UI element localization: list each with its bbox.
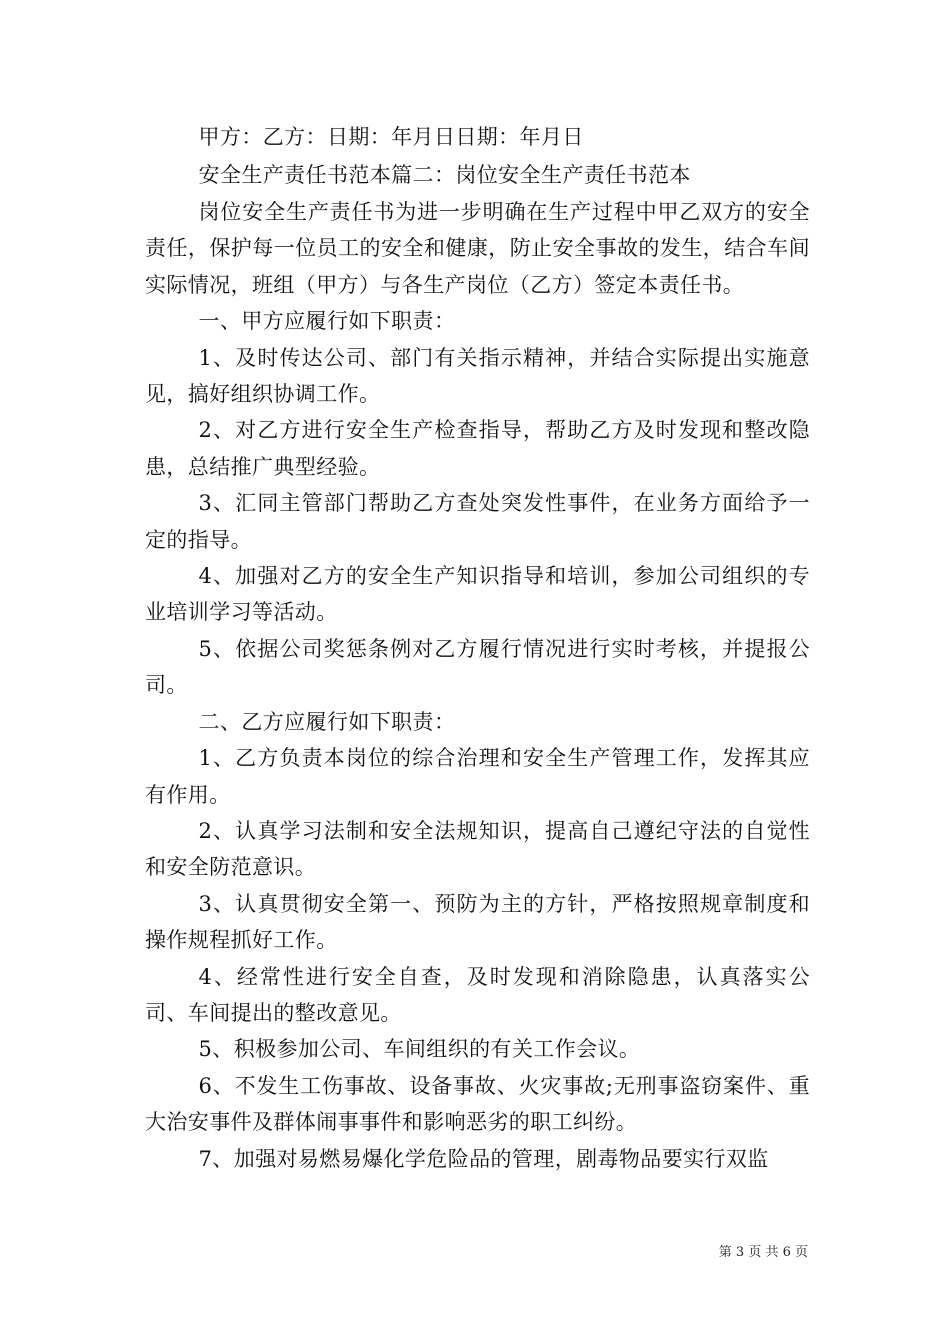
party-b-duty-2: 2、认真学习法制和安全法规知识，提高自己遵纪守法的自觉性和安全防范意识。 — [145, 818, 810, 880]
party-b-duty-1: 1、乙方负责本岗位的综合治理和安全生产管理工作，发挥其应有作用。 — [145, 746, 810, 807]
document-body — [145, 118, 810, 1177]
party-a-duty-3: 3、汇同主管部门帮助乙方查处突发性事件，在业务方面给予一定的指导。 — [145, 491, 810, 552]
party-b-duty-7: 7、加强对易燃易爆化学危险品的管理，剧毒物品要实行双监 — [198, 1146, 769, 1171]
party-b-heading: 二、乙方应履行如下职责： — [198, 709, 456, 734]
party-a-duty-1: 1、及时传达公司、部门有关指示精神，并结合实际提出实施意见，搞好组织协调工作。 — [145, 345, 810, 407]
party-a-duty-5: 5、依据公司奖惩条例对乙方履行情况进行实时考核，并提报公司。 — [145, 636, 810, 698]
party-b-duty-3: 3、认真贯彻安全第一、预防为主的方针，严格按照规章制度和操作规程抓好工作。 — [145, 891, 810, 953]
intro-paragraph: 岗位安全生产责任书为进一步明确在生产过程中甲乙双方的安全责任，保护每一位员工的安全和健康，防止安全事故的发生，结合车间实际情况，班组（甲方）与各生产岗位（乙方）签定本责任书。 — [145, 200, 810, 297]
signature-line: 甲方：乙方：日期：年月日日期：年月日 — [198, 125, 584, 149]
section-title: 安全生产责任书范本篇二：岗位安全生产责任书范本 — [198, 163, 691, 187]
party-a-heading: 一、甲方应履行如下职责： — [198, 309, 456, 334]
party-b-duty-4: 4、经常性进行安全自查，及时发现和消除隐患，认真落实公司、车间提出的整改意见。 — [145, 964, 810, 1025]
party-a-duty-4: 4、加强对乙方的安全生产知识指导和培训，参加公司组织的专业培训学习等活动。 — [145, 564, 810, 625]
party-b-duty-6: 6、不发生工伤事故、设备事故、火灾事故;无刑事盗窃案件、重大治安事件及群体闹事事件和影响恶劣的职工纠纷。 — [145, 1073, 810, 1135]
party-a-duty-2: 2、对乙方进行安全生产检查指导，帮助乙方及时发现和整改隐患，总结推广典型经验。 — [145, 418, 810, 479]
page-number: 第 3 页 共 6 页 — [718, 1245, 808, 1260]
party-b-duty-5: 5、积极参加公司、车间组织的有关工作会议。 — [198, 1037, 641, 1062]
